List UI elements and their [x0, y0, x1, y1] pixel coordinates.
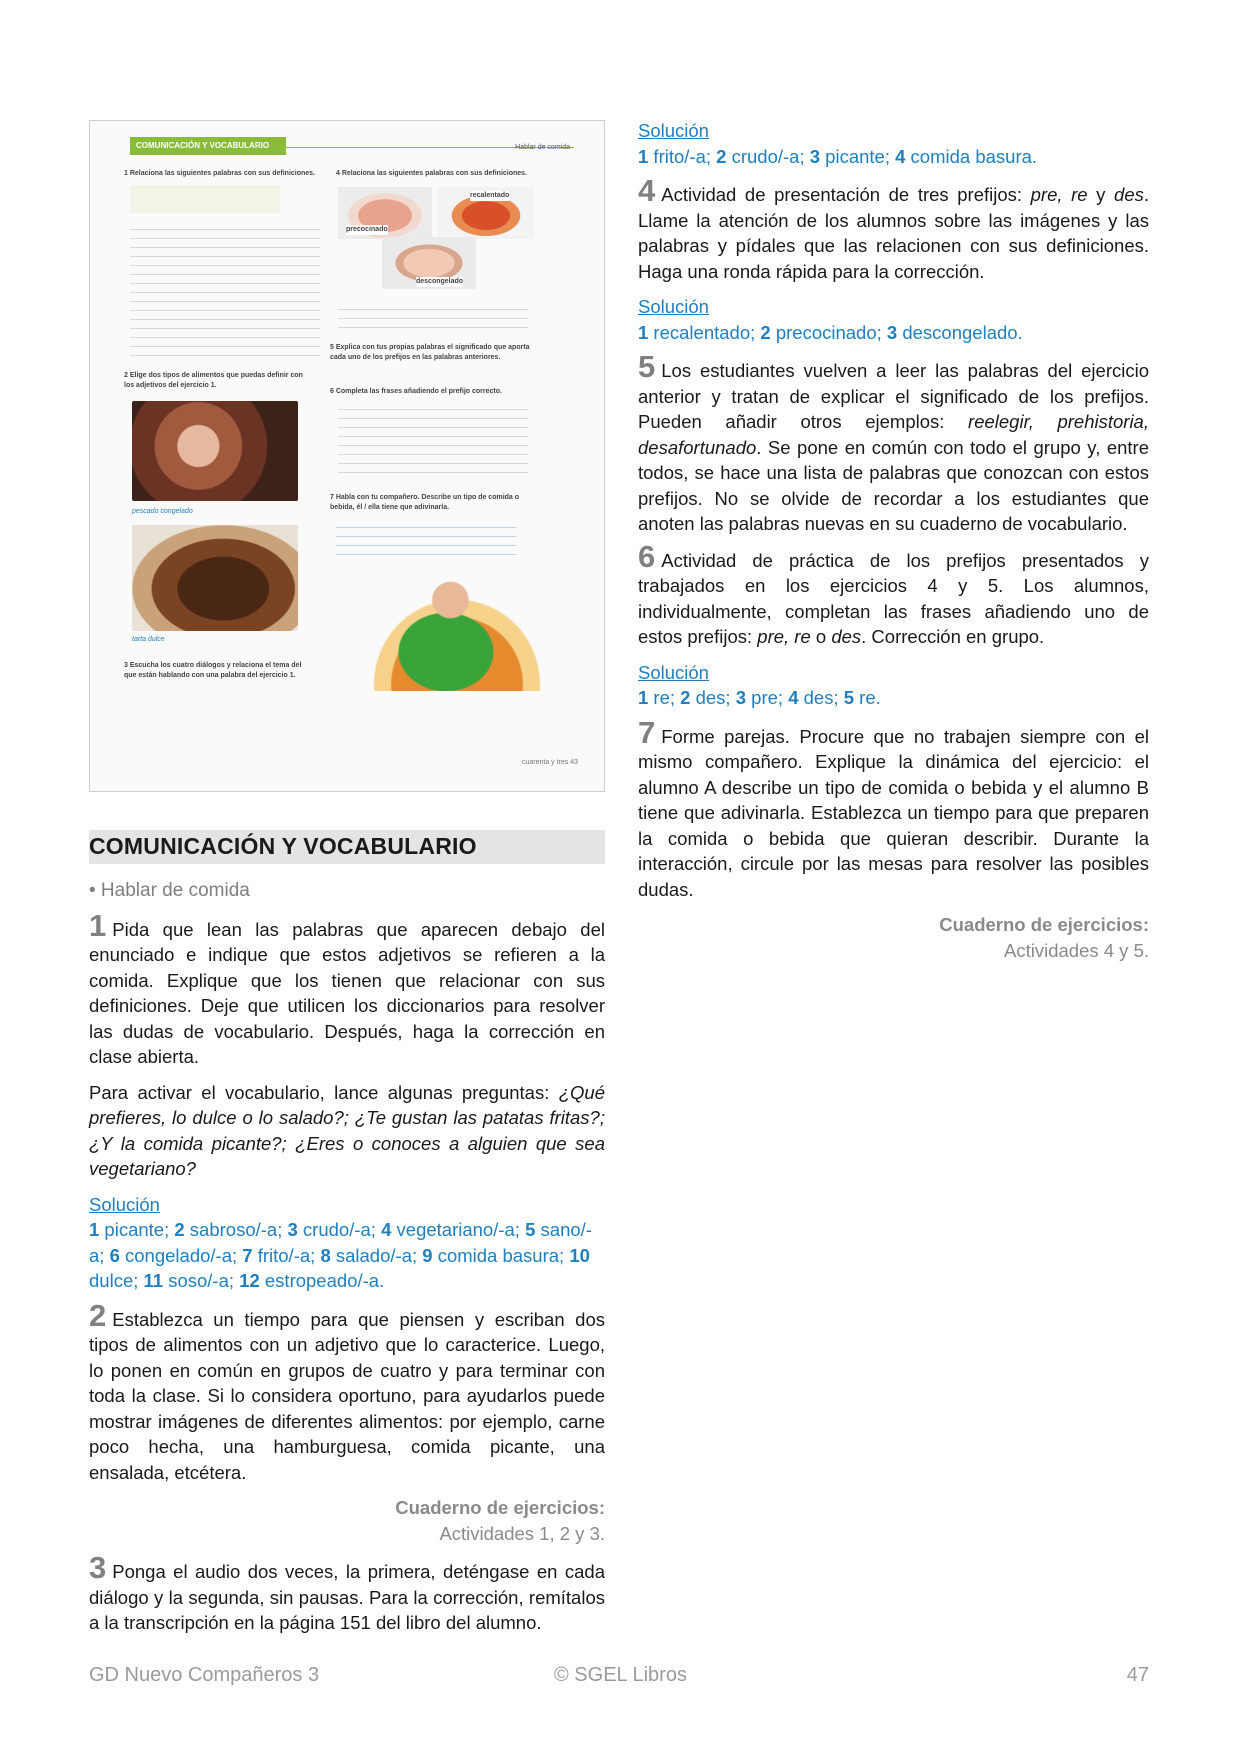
activity-number: 6	[638, 538, 656, 574]
paragraph-5	[638, 349, 1149, 537]
activity-number: 7	[638, 714, 656, 750]
solution-item-number: 2	[680, 687, 691, 708]
paragraph-2	[89, 1297, 605, 1486]
solution-item-text: comida basura.	[905, 145, 1038, 167]
solution-item-text: pre;	[746, 687, 789, 708]
solution-item-number: 10	[569, 1244, 590, 1266]
solution-label: Solución	[638, 296, 709, 317]
solution-item-text: soso/-a;	[163, 1270, 240, 1291]
topic-bullet: • Hablar de comida	[89, 880, 250, 901]
thumb-caption-pescado: pescado congelado	[132, 508, 193, 515]
paragraph-text: o	[810, 626, 832, 647]
solution-item-number: 1	[89, 1219, 100, 1240]
activity-number: 2	[89, 1297, 107, 1333]
thumb-ex3: 3 Escucha los cuatro diálogos y relaciona el tema del que están hablando con una palabra del ejercicio 1.	[124, 662, 302, 679]
thumb-footer: cuarenta y tres 43	[521, 758, 578, 766]
solution-1-body	[89, 1217, 605, 1294]
solution-item-number: 2	[716, 145, 727, 167]
solution-item-text: descongelado.	[897, 321, 1023, 343]
solution-item-text: congelado/-a;	[119, 1244, 243, 1266]
thumb-ex5: 5 Explica con tus propias palabras el significado que aporta cada uno de los prefijos en las palabras anteriores.	[330, 344, 530, 361]
thumb-section-band: COMUNICACIÓN Y VOCABULARIO	[130, 137, 286, 155]
workbook-activities: Actividades 1, 2 y 3.	[439, 1522, 605, 1544]
solution-item-text: sabroso/-a;	[184, 1219, 288, 1240]
activity-number: 3	[89, 1550, 107, 1585]
solution-item-text: comida basura;	[432, 1244, 570, 1266]
workbook-activities: Actividades 4 y 5.	[1004, 939, 1149, 961]
paragraph-text: . Llame la atención de los alumnos sobre las imágenes y las palabras y pídales que las relacionen con sus definiciones. Haga una ronda rápida para la corrección.	[638, 184, 1150, 282]
thumb-photo-boy-pizza	[336, 561, 556, 691]
prefix-italic: des	[831, 626, 862, 647]
thumb-ex6: 6 Completa las frases añadiendo el prefijo correcto.	[330, 388, 502, 395]
thumb-ex2: 2 Elige dos tipos de alimentos que puedas definir con los adjetivos del ejercicio 1.	[124, 372, 303, 389]
left-column	[89, 120, 605, 1646]
paragraph-1	[89, 907, 605, 1070]
solution-item-text: picante;	[99, 1219, 175, 1240]
solution-item-number: 12	[239, 1270, 260, 1291]
solution-item-number: 7	[242, 1244, 253, 1266]
paragraph-text: Pida que lean las palabras que aparecen debajo del enunciado e indique que estos adjetivos se refieren a la comida. Explique que los tienen que relacionar con sus definiciones. Deje que utilicen los diccionarios para resolver las dudas de vocabulario. Después, haga la corrección en clase abierta.	[89, 918, 605, 1067]
thumb-ex6-lines	[338, 401, 528, 481]
workbook-reference-2	[638, 912, 1149, 963]
workbook-title: Cuaderno de ejercicios:	[939, 914, 1149, 935]
prefix-italic: pre, re	[1030, 184, 1088, 205]
thumb-photo-cake	[132, 525, 298, 631]
thumb-label-precocinado: precocinado	[346, 226, 388, 233]
thumb-ex1: 1 Relaciona las siguientes palabras con sus definiciones.	[124, 170, 316, 177]
solution-item-number: 2	[760, 321, 771, 343]
section-title: COMUNICACIÓN Y VOCABULARIO	[89, 833, 477, 860]
thumb-definition-lines	[130, 221, 320, 361]
paragraph-text: Establezca un tiempo para que piensen y escriban dos tipos de alimentos con un adjetivo que lo caracterice. Luego, lo ponen en común en grupos de cuatro y para terminar con toda la clase. Si lo considera oportuno, para ayudarlos puede mostrar imágenes de diferentes alimentos: por ejemplo, carne poco hecha, una hamburguesa, comida picante, una ensalada, etcétera.	[89, 1308, 605, 1483]
paragraph-text: . Se pone en común con todo el grupo y, entre todos, se hace una lista de palabras que conozcan con estos prefijos. No se olvide de recordar a los estudiantes que anoten las palabras nuevas en su cuaderno de vocabulario.	[638, 436, 1149, 534]
solution-item-number: 1	[638, 321, 649, 343]
thumb-ex7: 7 Habla con tu compañero. Describe un tipo de comida o bebida, él / ella tiene que adivinarla.	[330, 494, 520, 511]
footer-page-number: 47	[1126, 1664, 1149, 1686]
paragraph-7	[638, 714, 1149, 903]
footer-copyright: © SGEL Libros	[554, 1664, 687, 1686]
activity-number: 4	[638, 173, 656, 208]
solution-item-number: 5	[843, 687, 855, 708]
thumb-ex4: 4 Relaciona las siguientes palabras con sus definiciones.	[336, 170, 528, 177]
solution-item-text: precocinado;	[770, 321, 887, 343]
solution-item-number: 3	[809, 145, 821, 167]
solution-label: Solución	[638, 661, 709, 683]
solution-3-body	[638, 144, 1149, 170]
activity-number: 1	[89, 907, 107, 943]
solution-item-text: des;	[798, 687, 844, 708]
solution-item-text: dulce;	[89, 1270, 144, 1291]
thumb-header: Hablar de comida	[515, 144, 570, 151]
solution-item-text: crudo/-a;	[726, 145, 810, 167]
workbook-title: Cuaderno de ejercicios:	[395, 1497, 605, 1518]
paragraph-text: Forme parejas. Procure que no trabajen siempre con el mismo compañero. Explique la dinámica del ejercicio: el alumno A describe un tipo de comida o bebida y el alumno B tiene que adivinarla. Establezca un tiempo para que preparen la comida o bebida que quieran describir. Durante la interacción, circule por las mesas para resolver las posibles dudas.	[638, 725, 1149, 900]
paragraph-text: . Corrección en grupo.	[861, 626, 1045, 647]
paragraph-4	[638, 173, 1150, 284]
paragraph-text: Actividad de presentación de tres prefijos:	[661, 184, 1031, 205]
solution-item-number: 11	[143, 1270, 164, 1291]
solution-item-number: 3	[735, 687, 747, 708]
solution-item-number: 9	[422, 1244, 433, 1266]
paragraph-text: Los estudiantes vuelven a leer las palabras del ejercicio anterior y tratan de explicar el significado de los prefijos. Pueden añadir otros ejemplos:	[638, 360, 1149, 432]
paragraph-3	[89, 1550, 605, 1636]
solution-item-text: recalentado;	[648, 321, 761, 343]
prefix-italic: pre, re	[757, 626, 811, 647]
paragraph-1b	[89, 1080, 605, 1182]
solution-item-number: 4	[381, 1219, 392, 1240]
paragraph-6	[638, 538, 1149, 650]
solution-item-text: crudo/-a;	[297, 1219, 382, 1240]
thumb-label-recalentado: recalentado	[470, 192, 510, 199]
solution-item-text: picante;	[820, 145, 896, 167]
solution-item-number: 3	[287, 1219, 298, 1240]
activity-number: 5	[638, 349, 656, 384]
thumb-ex7-example	[336, 519, 516, 559]
paragraph-italic-questions: ¿Qué prefieres, lo dulce o lo salado?; ¿Te gustan las patatas fritas?; ¿Y la comida picante?; ¿Eres o conoces a alguien que sea vegetariano?	[89, 1081, 605, 1179]
solution-item-number: 4	[788, 687, 799, 708]
textbook-page-thumbnail	[89, 120, 605, 792]
solution-item-number: 1	[638, 687, 649, 708]
paragraph-text: Actividad de práctica de los prefijos presentados y trabajados en los ejercicios 4 y 5. Los alumnos, individualmente, completan las frases añadiendo uno de estos prefijos:	[638, 549, 1149, 647]
solution-item-number: 3	[886, 321, 898, 343]
solution-item-text: sano/-a;	[89, 1219, 592, 1266]
solution-item-text: frito/-a;	[252, 1244, 321, 1266]
examples-italic: reelegir, prehistoria, desafortunado	[638, 411, 1149, 458]
solution-item-text: estropeado/-a.	[259, 1270, 385, 1291]
solution-4-body	[638, 320, 1149, 346]
right-column	[638, 118, 1149, 975]
solution-item-number: 4	[895, 145, 906, 167]
paragraph-text: y	[1087, 184, 1115, 205]
thumb-word-box	[130, 185, 280, 213]
solution-label: Solución	[89, 1193, 160, 1215]
paragraph-text: Para activar el vocabulario, lance algunas preguntas:	[89, 1081, 559, 1103]
solution-item-text: re;	[648, 687, 681, 708]
solution-label: Solución	[638, 120, 709, 141]
thumb-photo-frozen-fish	[132, 401, 298, 501]
solution-item-number: 1	[638, 145, 649, 167]
solution-item-number: 8	[320, 1244, 331, 1266]
solution-item-text: vegetariano/-a;	[391, 1219, 526, 1240]
solution-item-text: frito/-a;	[648, 145, 717, 167]
solution-item-number: 5	[525, 1219, 536, 1240]
solution-6-body	[638, 685, 1149, 711]
solution-item-number: 2	[174, 1219, 185, 1240]
thumb-ex4-lines	[338, 301, 528, 335]
thumb-label-descongelado: descongelado	[416, 278, 464, 285]
solution-item-text: des;	[690, 687, 736, 708]
prefix-italic: des	[1114, 184, 1144, 205]
footer-book-title: GD Nuevo Compañeros 3	[89, 1664, 320, 1686]
solution-item-text: re.	[854, 687, 881, 708]
thumb-caption-tarta: tarta dulce	[132, 636, 165, 643]
solution-item-number: 6	[109, 1244, 120, 1266]
section-title-band	[89, 830, 605, 864]
paragraph-text: Ponga el audio dos veces, la primera, deténgase en cada diálogo y la segunda, sin pausas. Para la corrección, remítalos a la transcripción en la página 151 del libro del alumno.	[89, 1561, 605, 1633]
solution-item-text: salado/-a;	[330, 1244, 423, 1266]
workbook-reference-1	[89, 1495, 605, 1546]
